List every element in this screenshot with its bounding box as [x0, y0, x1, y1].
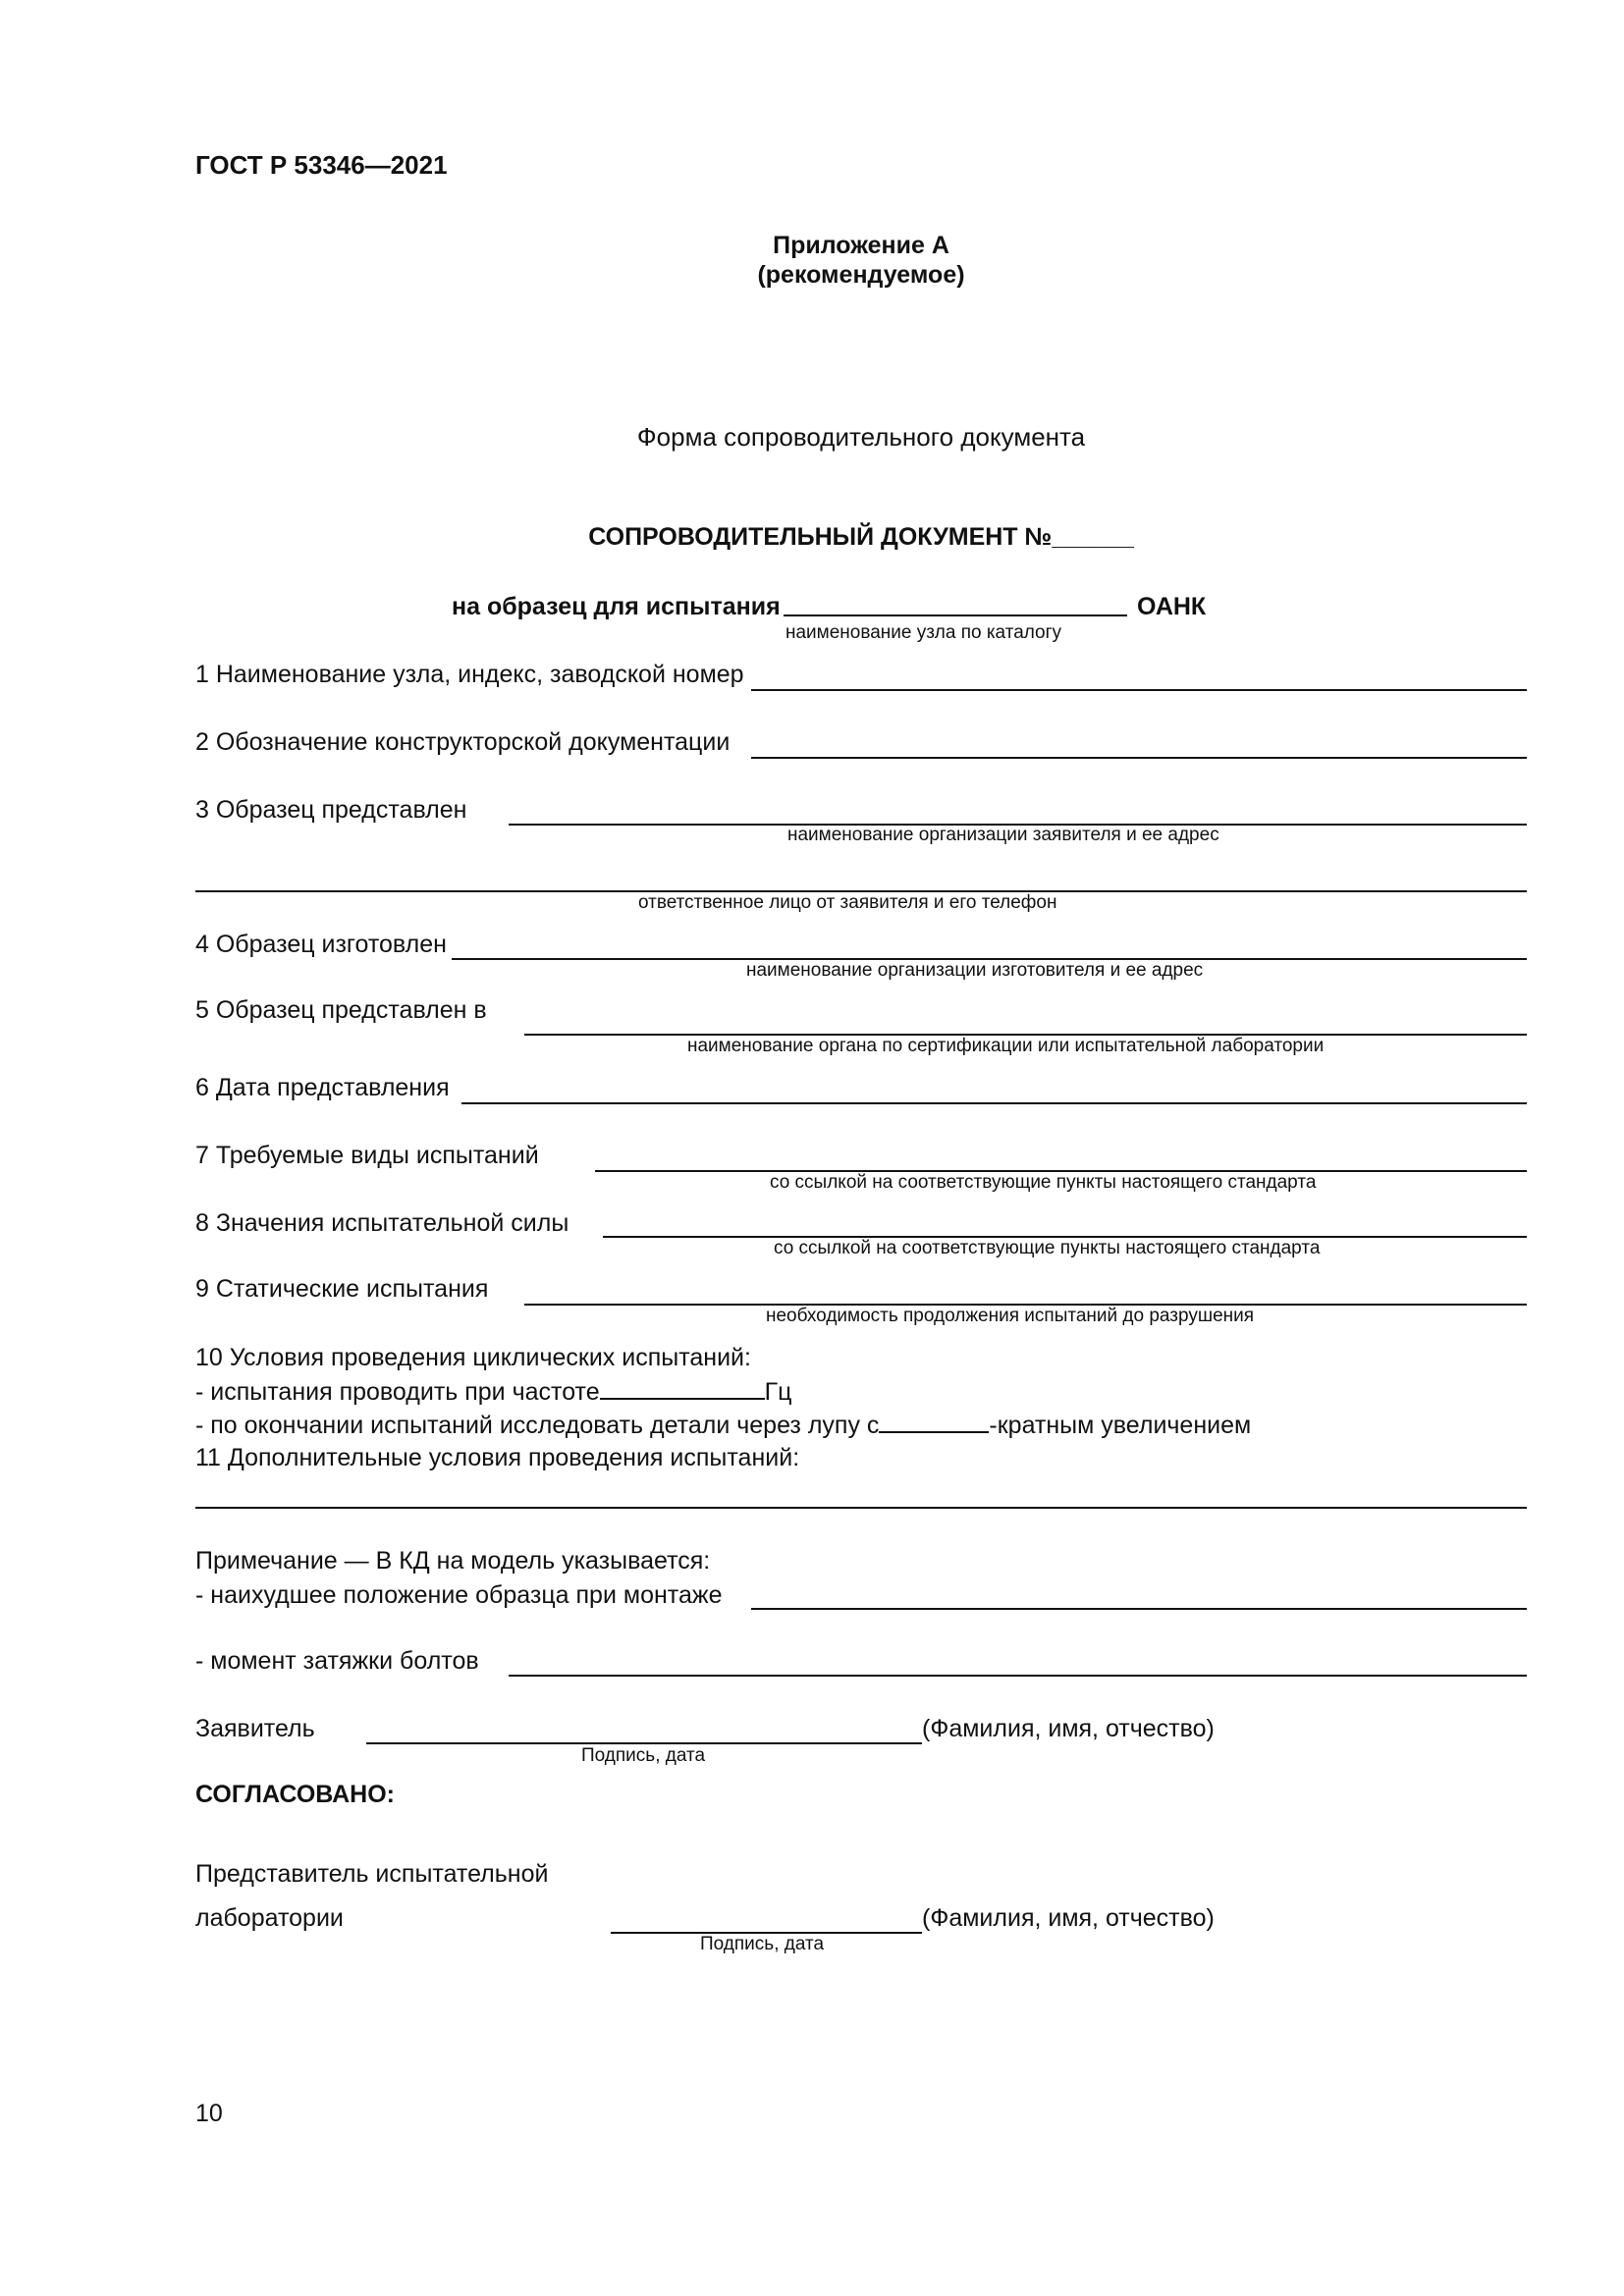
lab-rep-sign-hint: Подпись, дата: [700, 1934, 825, 1954]
item-3-label: 3 Образец представлен: [195, 796, 467, 824]
note-torque-field[interactable]: [509, 1675, 1527, 1677]
item-9-hint: необходимость продолжения испытаний до разрушения: [766, 1306, 1255, 1326]
applicant-fio: (Фамилия, имя, отчество): [922, 1715, 1215, 1742]
lab-rep-label-1: Представитель испытательной: [195, 1860, 549, 1888]
item-1-field[interactable]: [751, 689, 1527, 691]
item-10-frequency-label: - испытания проводить при частоте: [195, 1378, 600, 1406]
note-line-2: - момент затяжки болтов: [195, 1647, 479, 1675]
sample-hint: наименование узла по каталогу: [785, 622, 1062, 643]
item-10-label: 10 Условия проведения циклических испытаний:: [195, 1344, 751, 1371]
page-number: 10: [195, 2100, 223, 2127]
note-line-1: - наихудшее положение образца при монтаже: [195, 1581, 723, 1609]
item-8-hint: со ссылкой на соответствующие пункты настоящего стандарта: [774, 1238, 1321, 1258]
note-title: Примечание — В КД на модель указывается:: [195, 1547, 711, 1575]
item-5-label: 5 Образец представлен в: [195, 996, 487, 1024]
lab-rep-fio: (Фамилия, имя, отчество): [922, 1904, 1215, 1932]
appendix-type: (рекомендуемое): [757, 261, 965, 289]
form-caption: Форма сопроводительного документа: [636, 422, 1086, 452]
sample-name-field[interactable]: [784, 614, 1127, 616]
item-1-label: 1 Наименование узла, индекс, заводской номер: [195, 661, 744, 688]
item-7-label: 7 Требуемые виды испытаний: [195, 1142, 539, 1169]
frequency-unit: Гц: [764, 1378, 792, 1406]
document-title: СОПРОВОДИТЕЛЬНЫЙ ДОКУМЕНТ №______: [588, 523, 1134, 551]
item-3-hint-2: ответственное лицо от заявителя и его телефон: [638, 892, 1057, 913]
sample-suffix: ОАНК: [1137, 593, 1207, 620]
sample-prefix: на образец для испытания: [452, 593, 781, 620]
item-5-hint: наименование органа по сертификации или испытательной лаборатории: [687, 1036, 1325, 1056]
applicant-label: Заявитель: [195, 1715, 315, 1742]
item-6-label: 6 Дата представления: [195, 1074, 450, 1101]
item-8-label: 8 Значения испытательной силы: [195, 1209, 569, 1237]
item-10-lens-label: - по окончании испытаний исследовать детали через лупу с: [195, 1412, 880, 1439]
note-mounting-field[interactable]: [751, 1608, 1527, 1610]
item-9-label: 9 Статические испытания: [195, 1275, 489, 1303]
applicant-signature-field[interactable]: [366, 1742, 922, 1744]
item-11-label: 11 Дополнительные условия проведения испытаний:: [195, 1444, 800, 1471]
item-7-hint: со ссылкой на соответствующие пункты настоящего стандарта: [770, 1172, 1317, 1193]
lab-rep-label-2: лаборатории: [195, 1904, 344, 1932]
item-10-frequency-row: [195, 1376, 791, 1407]
item-10-lens-row: [195, 1410, 1251, 1440]
item-6-field[interactable]: [461, 1102, 1527, 1104]
magnification-field[interactable]: [879, 1410, 989, 1433]
item-2-label: 2 Обозначение конструкторской документации: [195, 728, 731, 756]
agreed-heading: СОГЛАСОВАНО:: [195, 1781, 395, 1808]
standard-code: ГОСТ Р 53346—2021: [195, 150, 448, 180]
applicant-sign-hint: Подпись, дата: [581, 1745, 706, 1766]
frequency-field[interactable]: [600, 1376, 765, 1400]
item-4-hint: наименование организации изготовителя и ее адрес: [746, 960, 1204, 981]
item-11-field[interactable]: [195, 1507, 1527, 1509]
item-2-field[interactable]: [751, 757, 1527, 759]
item-10-lens-suffix: -кратным увеличением: [989, 1412, 1252, 1439]
item-3-hint-1: наименование организации заявителя и ее адрес: [787, 825, 1219, 845]
appendix-title: Приложение А: [773, 232, 949, 259]
item-4-label: 4 Образец изготовлен: [195, 931, 447, 958]
